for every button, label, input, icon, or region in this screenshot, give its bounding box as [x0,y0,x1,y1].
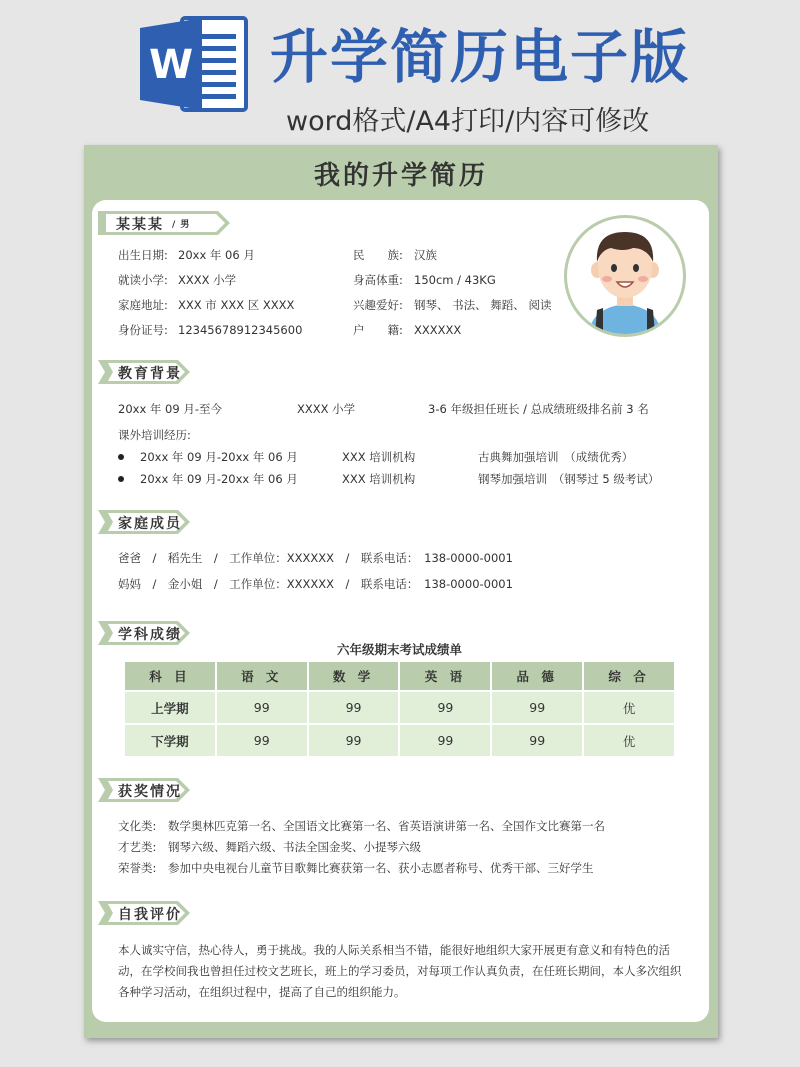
basic-label-id: 身份证号: [118,323,168,337]
bullet-dot [118,476,124,482]
section-tag-self [98,901,190,925]
award-label-honor: 荣誉类: [118,861,157,875]
student-name: 某某某 [116,217,164,233]
section-title-education: 教育背景 [118,366,182,382]
table-header-cell: 数 学 [308,661,400,691]
table-cell: 99 [491,724,583,757]
table-row [124,724,675,757]
promo-header [0,0,800,145]
basic-label-address: 家庭地址: [118,298,168,312]
section-tag-family [98,510,190,534]
basic-value-hukou: XXXXXX [414,323,462,337]
basic-label-height: 身高体重: [353,273,403,287]
basic-value-height: 150cm / 43KG [414,273,496,287]
section-title-family: 家庭成员 [118,516,182,532]
name-tag [98,211,230,235]
promo-title: 升学简历电子版 [270,23,691,91]
section-tag-awards [98,778,190,802]
basic-value-hobby: 钢琴、 书法、 舞蹈、 阅读 [414,298,552,312]
basic-label-hobby: 兴趣爱好: [353,298,403,312]
award-value-culture: 数学奥林匹克第一名、全国语文比赛第一名、省英语演讲第一名、全国作文比赛第一名 [168,819,605,833]
training-note-1: 古典舞加强培训 （成绩优秀） [478,450,634,464]
table-cell: 99 [216,724,308,757]
word-document-icon [138,14,250,114]
training-date-2: 20xx 年 09 月-20xx 年 06 月 [140,472,298,486]
basic-label-school: 就读小学: [118,273,168,287]
basic-value-school: XXXX 小学 [178,273,237,287]
basic-value-id: 12345678912345600 [178,323,303,337]
avatar [564,215,686,337]
training-note-2: 钢琴加强培训 （钢琴过 5 级考试） [478,472,660,486]
bullet-dot [118,454,124,460]
table-cell: 优 [583,724,675,757]
section-title-self: 自我评价 [118,907,182,923]
table-header-row [124,661,675,691]
boy-avatar-icon [567,218,683,334]
basic-label-birth: 出生日期: [118,248,168,262]
table-header-cell: 科 目 [124,661,216,691]
family-member-father: 爸爸 / 稻先生 / 工作单位：XXXXXX / 联系电话： 138-0000-0001 [118,551,513,565]
award-label-talent: 才艺类: [118,840,157,854]
promo-subtitle: word格式/A4打印/内容可修改 [286,106,650,137]
table-header-cell: 品 德 [491,661,583,691]
section-title-awards: 获奖情况 [118,784,182,800]
table-cell: 99 [216,691,308,724]
basic-value-address: XXX 市 XXX 区 XXXX [178,298,295,312]
resume-title: 我的升学简历 [313,161,488,191]
word-logo-letter: W [148,42,194,88]
family-member-mother: 妈妈 / 金小姐 / 工作单位：XXXXXX / 联系电话： 138-0000-0001 [118,577,513,591]
award-value-talent: 钢琴六级、舞蹈六级、书法全国金奖、小提琴六级 [168,840,421,854]
section-tag-education [98,360,190,384]
table-cell: 99 [399,724,491,757]
table-cell: 99 [308,724,400,757]
table-cell: 99 [399,691,491,724]
self-evaluation-text: 本人诚实守信，热心待人，勇于挑战。我的人际关系相当不错，能很好地组织大家开展更有意义和有特色的活动，在学校间我也曾担任过校文艺班长，班上的学习委员，对每项工作认真负责，在任班长期间，本人多次组织各种学习活动，在组织过程中，提高了自己的组织能力。 [118,943,682,999]
training-org-1: XXX 培训机构 [342,450,416,464]
award-label-culture: 文化类: [118,819,157,833]
table-row-header: 上学期 [124,691,216,724]
edu-main-note: 3-6 年级担任班长 / 总成绩班级排名前 3 名 [428,402,649,416]
edu-main-date: 20xx 年 09 月-至今 [118,402,222,416]
table-cell: 99 [491,691,583,724]
table-cell: 99 [308,691,400,724]
award-value-honor: 参加中央电视台儿童节目歌舞比赛获第一名、获小志愿者称号、优秀干部、三好学生 [168,861,594,875]
table-cell: 优 [583,691,675,724]
table-header-cell: 综 合 [583,661,675,691]
training-date-1: 20xx 年 09 月-20xx 年 06 月 [140,450,298,464]
grades-table [123,660,676,758]
table-header-cell: 英 语 [399,661,491,691]
student-gender: / 男 [172,220,191,230]
training-org-2: XXX 培训机构 [342,472,416,486]
table-row-header: 下学期 [124,724,216,757]
grades-table-title: 六年级期末考试成绩单 [336,642,462,657]
basic-value-birth: 20xx 年 06 月 [178,248,255,262]
section-title-grades: 学科成绩 [118,627,182,643]
table-row [124,691,675,724]
edu-main-school: XXXX 小学 [297,402,356,416]
training-label: 课外培训经历: [118,428,191,442]
basic-value-ethnic: 汉族 [414,248,437,262]
table-header-cell: 语 文 [216,661,308,691]
basic-label-ethnic: 民 族: [353,248,403,262]
basic-label-hukou: 户 籍: [353,323,403,337]
